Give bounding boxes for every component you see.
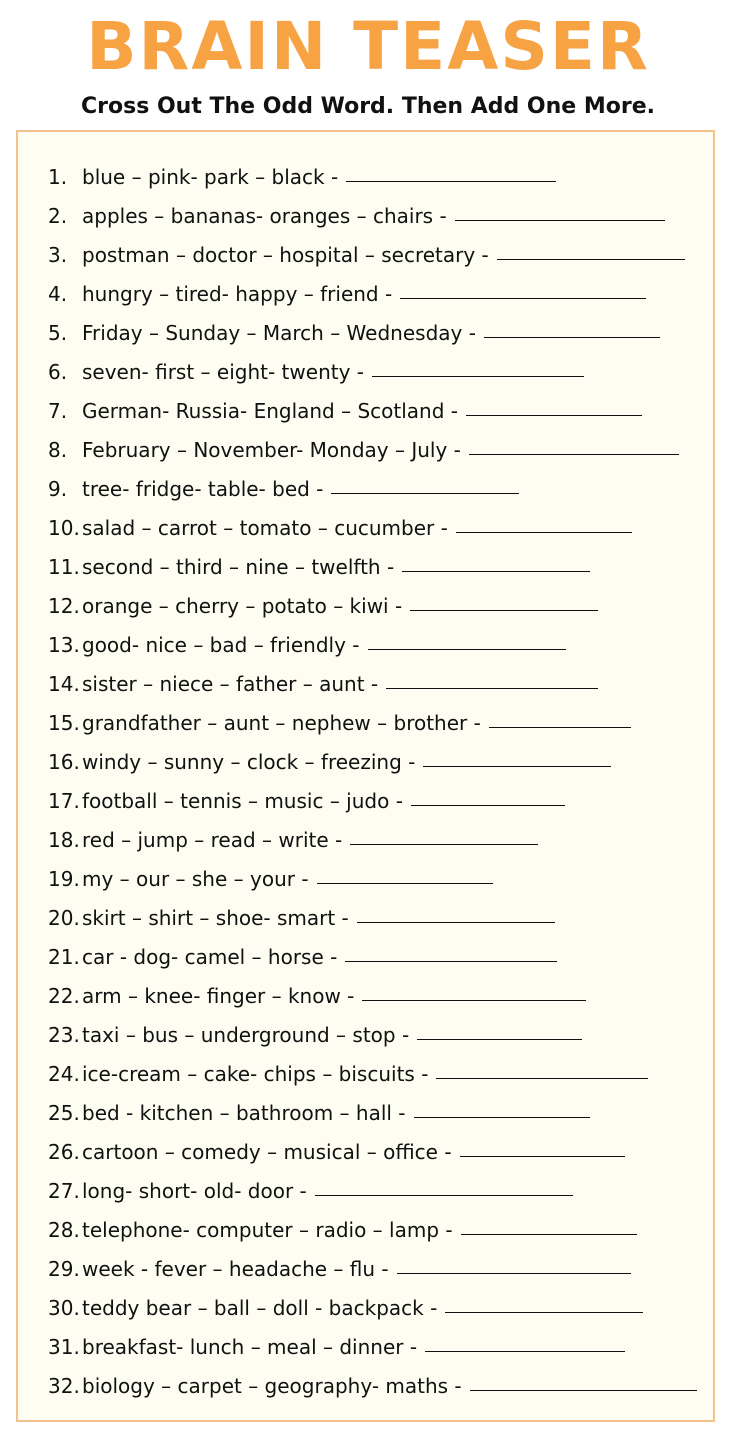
answer-blank[interactable]: [445, 1312, 643, 1313]
answer-blank[interactable]: [357, 922, 555, 923]
item-number: 30.: [48, 1296, 80, 1320]
item-number: 11.: [48, 555, 80, 579]
answer-blank[interactable]: [411, 805, 565, 806]
answer-blank[interactable]: [417, 1039, 582, 1040]
list-item: [48, 275, 697, 314]
answer-blank[interactable]: [425, 1351, 625, 1352]
item-number: 20.: [48, 906, 80, 930]
list-item: [48, 938, 697, 977]
word-group: cartoon – comedy – musical – office -: [82, 1140, 452, 1164]
answer-blank[interactable]: [489, 727, 631, 728]
page-title: BRAIN TEASER: [86, 8, 650, 85]
item-number: 27.: [48, 1179, 80, 1203]
list-item: [48, 1328, 697, 1367]
answer-blank[interactable]: [469, 454, 679, 455]
answer-blank[interactable]: [455, 220, 665, 221]
item-number: 18.: [48, 828, 80, 852]
word-group: good- nice – bad – friendly -: [82, 633, 360, 657]
word-group: long- short- old- door -: [82, 1179, 307, 1203]
list-item: [48, 821, 697, 860]
word-group: windy – sunny – clock – freezing -: [82, 750, 416, 774]
list-item: [48, 236, 697, 275]
list-item: [48, 665, 697, 704]
word-group: apples – bananas- oranges – chairs -: [82, 204, 447, 228]
answer-blank[interactable]: [461, 1234, 637, 1235]
list-item: [48, 743, 697, 782]
item-number: 16.: [48, 750, 80, 774]
instructions: Cross Out The Odd Word. Then Add One More.: [81, 94, 655, 119]
item-number: 25.: [48, 1101, 80, 1125]
item-number: 14.: [48, 672, 80, 696]
word-group: taxi – bus – underground – stop -: [82, 1023, 410, 1047]
answer-blank[interactable]: [423, 766, 611, 767]
list-item: [48, 1250, 697, 1289]
answer-blank[interactable]: [460, 1156, 625, 1157]
list-item: [48, 782, 697, 821]
list-item: [48, 1211, 697, 1250]
list-item: [48, 1172, 697, 1211]
answer-blank[interactable]: [362, 1000, 586, 1001]
list-item: [48, 587, 697, 626]
list-item: [48, 353, 697, 392]
item-number: 31.: [48, 1335, 80, 1359]
word-group: week - fever – headache – flu -: [82, 1257, 389, 1281]
word-group: telephone- computer – radio – lamp -: [82, 1218, 453, 1242]
list-item: [48, 509, 697, 548]
item-number: 4.: [48, 282, 68, 306]
word-group: ice-cream – cake- chips – biscuits -: [82, 1062, 429, 1086]
word-group: arm – knee- finger – know -: [82, 984, 355, 1008]
word-group: postman – doctor – hospital – secretary -: [82, 243, 489, 267]
list-item: [48, 977, 697, 1016]
list-item: [48, 1289, 697, 1328]
item-number: 22.: [48, 984, 80, 1008]
word-group: sister – niece – father – aunt -: [82, 672, 379, 696]
item-number: 1.: [48, 165, 68, 189]
item-number: 2.: [48, 204, 68, 228]
list-item: [48, 314, 697, 353]
answer-blank[interactable]: [497, 259, 685, 260]
answer-blank[interactable]: [436, 1078, 648, 1079]
list-item: [48, 470, 697, 509]
word-group: blue – pink- park – black -: [82, 165, 339, 189]
list-item: [48, 431, 697, 470]
list-item: [48, 197, 697, 236]
item-number: 17.: [48, 789, 80, 813]
item-number: 13.: [48, 633, 80, 657]
item-number: 10.: [48, 516, 80, 540]
word-group: orange – cherry – potato – kiwi -: [82, 594, 403, 618]
answer-blank[interactable]: [466, 415, 642, 416]
word-group: breakfast- lunch – meal – dinner -: [82, 1335, 418, 1359]
item-number: 5.: [48, 321, 68, 345]
word-group: my – our – she – your -: [82, 867, 309, 891]
list-item: [48, 704, 697, 743]
answer-blank[interactable]: [386, 688, 598, 689]
exercise-list: [48, 158, 697, 1406]
word-group: February – November- Monday – July -: [82, 438, 461, 462]
answer-blank[interactable]: [410, 610, 598, 611]
item-number: 23.: [48, 1023, 80, 1047]
word-group: bed - kitchen – bathroom – hall -: [82, 1101, 406, 1125]
answer-blank[interactable]: [456, 532, 632, 533]
list-item: [48, 899, 697, 938]
list-item: [48, 1367, 697, 1406]
word-group: teddy bear – ball – doll - backpack -: [82, 1296, 438, 1320]
list-item: [48, 392, 697, 431]
answer-blank[interactable]: [345, 961, 557, 962]
item-number: 15.: [48, 711, 80, 735]
word-group: German- Russia- England – Scotland -: [82, 399, 458, 423]
word-group: second – third – nine – twelfth -: [82, 555, 395, 579]
answer-blank[interactable]: [400, 298, 646, 299]
word-group: seven- first – eight- twenty -: [82, 360, 364, 384]
list-item: [48, 1016, 697, 1055]
item-number: 26.: [48, 1140, 80, 1164]
exercise-panel: [16, 130, 715, 1422]
list-item: [48, 1094, 697, 1133]
list-item: [48, 548, 697, 587]
answer-blank[interactable]: [346, 181, 556, 182]
item-number: 9.: [48, 477, 68, 501]
list-item: [48, 158, 697, 197]
item-number: 28.: [48, 1218, 80, 1242]
item-number: 6.: [48, 360, 68, 384]
answer-blank[interactable]: [368, 649, 566, 650]
answer-blank[interactable]: [484, 337, 660, 338]
word-group: Friday – Sunday – March – Wednesday -: [82, 321, 476, 345]
answer-blank[interactable]: [414, 1117, 590, 1118]
answer-blank[interactable]: [402, 571, 590, 572]
word-group: salad – carrot – tomato – cucumber -: [82, 516, 448, 540]
answer-blank[interactable]: [470, 1390, 697, 1391]
list-item: [48, 626, 697, 665]
word-group: biology – carpet – geography- maths -: [82, 1374, 462, 1398]
answer-blank[interactable]: [331, 493, 519, 494]
word-group: hungry – tired- happy – friend -: [82, 282, 393, 306]
item-number: 29.: [48, 1257, 80, 1281]
item-number: 8.: [48, 438, 68, 462]
item-number: 7.: [48, 399, 68, 423]
answer-blank[interactable]: [372, 376, 584, 377]
answer-blank[interactable]: [397, 1273, 631, 1274]
item-number: 12.: [48, 594, 80, 618]
answer-blank[interactable]: [317, 883, 493, 884]
answer-blank[interactable]: [315, 1195, 573, 1196]
word-group: car - dog- camel – horse -: [82, 945, 338, 969]
item-number: 24.: [48, 1062, 80, 1086]
list-item: [48, 1133, 697, 1172]
item-number: 32.: [48, 1374, 80, 1398]
item-number: 21.: [48, 945, 80, 969]
answer-blank[interactable]: [350, 844, 538, 845]
word-group: football – tennis – music – judo -: [82, 789, 403, 813]
word-group: red – jump – read – write -: [82, 828, 343, 852]
list-item: [48, 1055, 697, 1094]
item-number: 19.: [48, 867, 80, 891]
word-group: skirt – shirt – shoe- smart -: [82, 906, 349, 930]
item-number: 3.: [48, 243, 68, 267]
word-group: tree- fridge- table- bed -: [82, 477, 324, 501]
word-group: grandfather – aunt – nephew – brother -: [82, 711, 481, 735]
list-item: [48, 860, 697, 899]
